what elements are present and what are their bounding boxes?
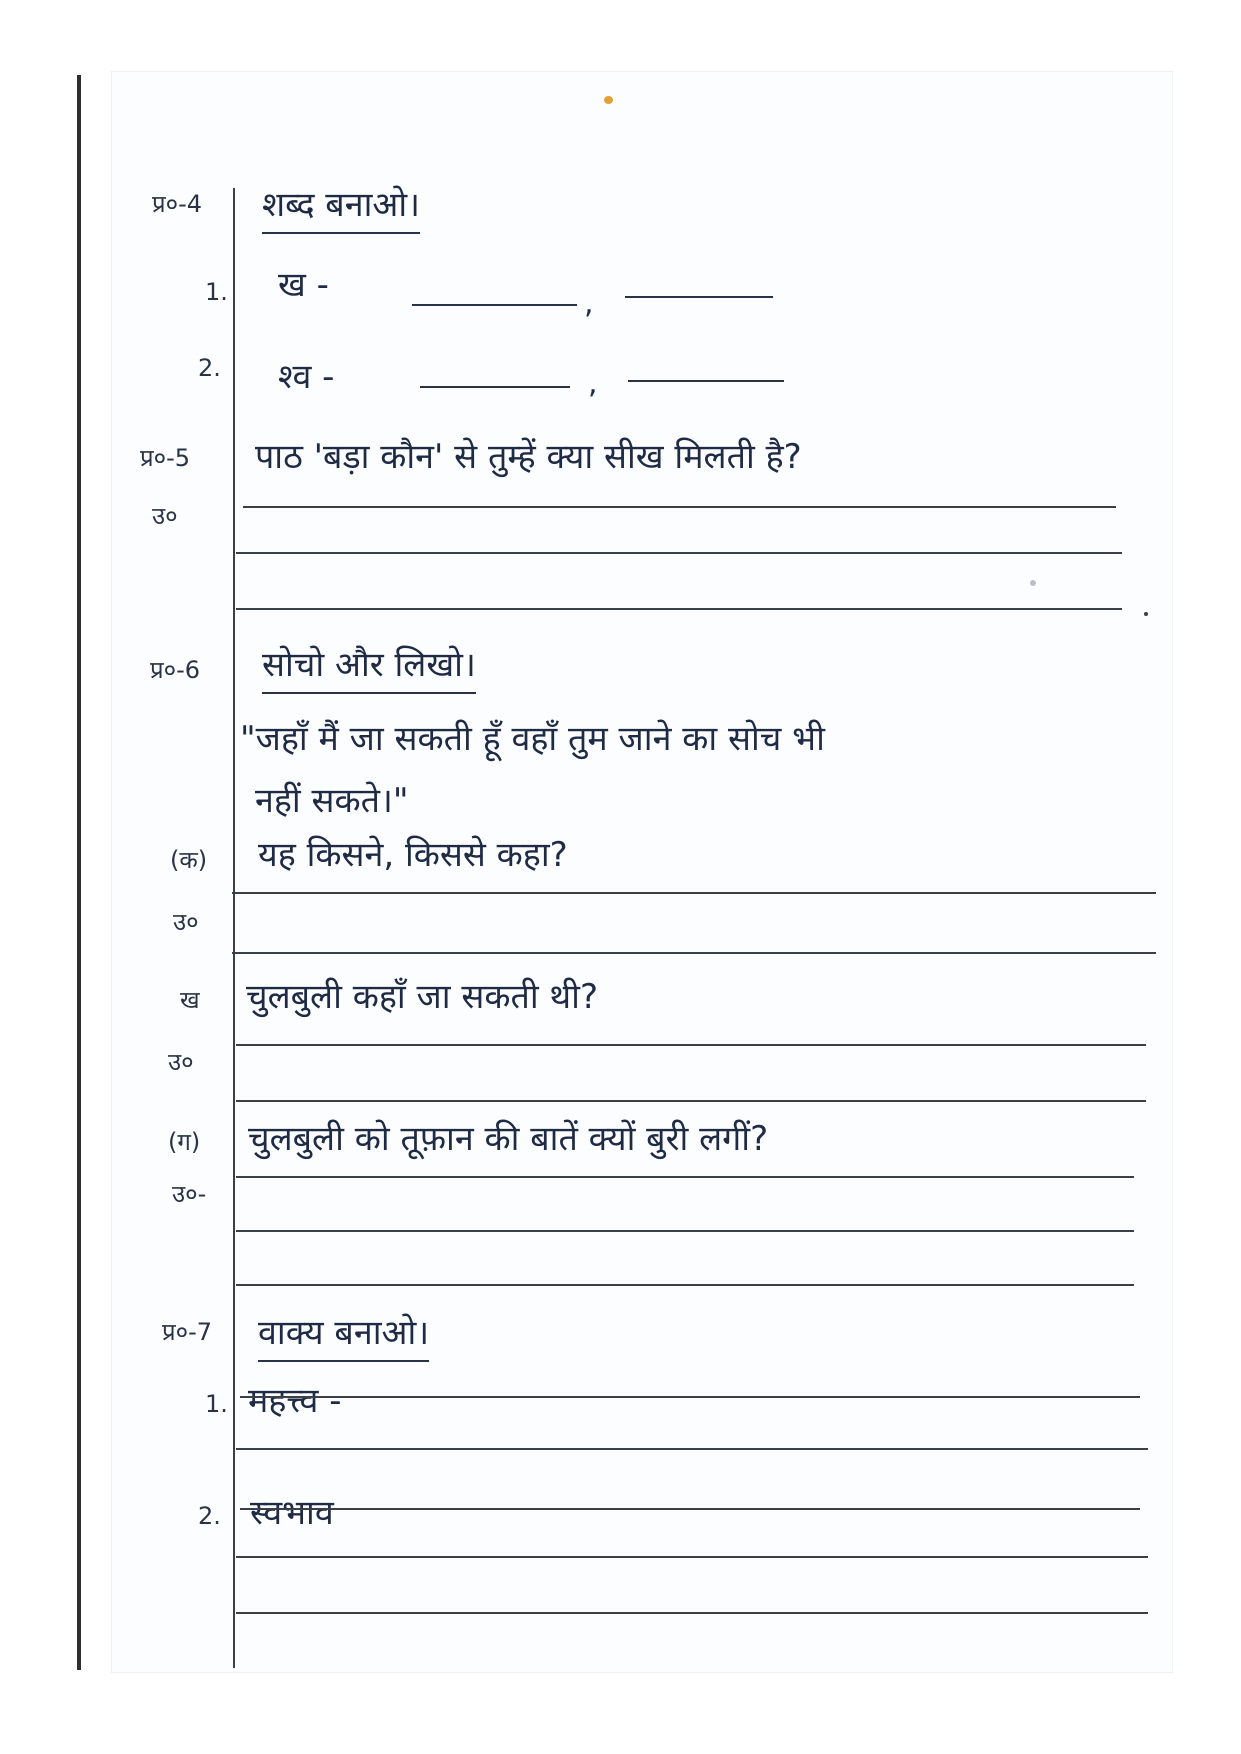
q6-part-b-question: चुलबुली कहाँ जा सकती थी? (246, 977, 599, 1017)
q7-item-1-word: महत्त्व - (248, 1381, 342, 1421)
q5-answer-label: उ० (152, 502, 178, 530)
q7-item-2-word: स्वभाव (250, 1493, 334, 1533)
q6-part-b-answer-label: उ० (168, 1048, 194, 1076)
q6-part-c-answer-line-2 (236, 1230, 1134, 1232)
q6-part-b-answer-line-1 (236, 1044, 1146, 1046)
scan-speck (1030, 580, 1036, 586)
q4-item-2-blank-2 (628, 380, 784, 382)
q6-part-b-label: ख (180, 986, 200, 1014)
q6-label: प्र०-6 (150, 656, 201, 684)
q7-item-1-number: 1. (205, 1390, 228, 1418)
q4-item-1-comma: , (584, 286, 594, 321)
margin-line (233, 188, 235, 1668)
q6-part-c-question: चुलबुली को तूफ़ान की बातें क्यों बुरी लगीं? (248, 1119, 769, 1159)
page-left-edge (77, 75, 81, 1670)
scan-speck (604, 96, 613, 104)
q6-part-a-answer-label: उ० (173, 908, 199, 936)
q6-part-c-answer-line-3 (236, 1284, 1134, 1286)
q5-answer-line-1 (243, 506, 1116, 508)
q5-answer-line-2 (236, 552, 1122, 554)
q7-item-2-number: 2. (198, 1502, 221, 1530)
q6-part-c-answer-label: उ०- (172, 1180, 207, 1208)
q4-item-1-number: 1. (205, 278, 228, 306)
q4-item-1-blank-2 (625, 296, 773, 298)
q6-quote-line-2: नहीं सकते।" (255, 781, 409, 821)
q7-item-2-line-2 (236, 1556, 1148, 1558)
q5-question: पाठ 'बड़ा कौन' से तुम्हें क्या सीख मिलती है? (255, 437, 802, 477)
q6-title: सोचो और लिखो। (262, 648, 476, 694)
q5-answer-line-3 (236, 608, 1122, 610)
q5-label: प्र०-5 (140, 444, 191, 472)
q7-title: वाक्य बनाओ। (258, 1316, 429, 1362)
q6-part-b-answer-line-2 (236, 1100, 1146, 1102)
q4-item-1-text: ख - (278, 265, 329, 305)
q6-part-a-label: (क) (170, 846, 208, 874)
scan-speck (1144, 612, 1148, 616)
q4-item-2-blank-1 (420, 386, 570, 388)
q6-part-c-label: (ग) (168, 1128, 201, 1156)
q4-item-2-text: श्व - (278, 357, 335, 397)
q7-item-2-line-3 (236, 1612, 1148, 1614)
q7-label: प्र०-7 (162, 1318, 213, 1346)
q6-part-a-answer-line-2 (232, 952, 1156, 954)
q4-item-2-number: 2. (198, 354, 221, 382)
q6-part-a-answer-line-1 (232, 892, 1156, 894)
q7-item-1-line-2 (236, 1448, 1148, 1450)
q6-part-c-answer-line-1 (236, 1176, 1134, 1178)
q4-item-1-blank-1 (412, 304, 577, 306)
q7-item-1-line-1 (240, 1396, 1140, 1398)
q6-part-a-question: यह किसने, किससे कहा? (258, 835, 568, 875)
q7-item-2-line-1 (240, 1508, 1140, 1510)
q6-quote-line-1: "जहाँ मैं जा सकती हूँ वहाँ तुम जाने का सोच भी (240, 719, 825, 759)
q4-label: प्र०-4 (152, 190, 203, 218)
q4-item-2-comma: , (588, 366, 598, 401)
q4-title: शब्द बनाओ। (262, 188, 420, 234)
